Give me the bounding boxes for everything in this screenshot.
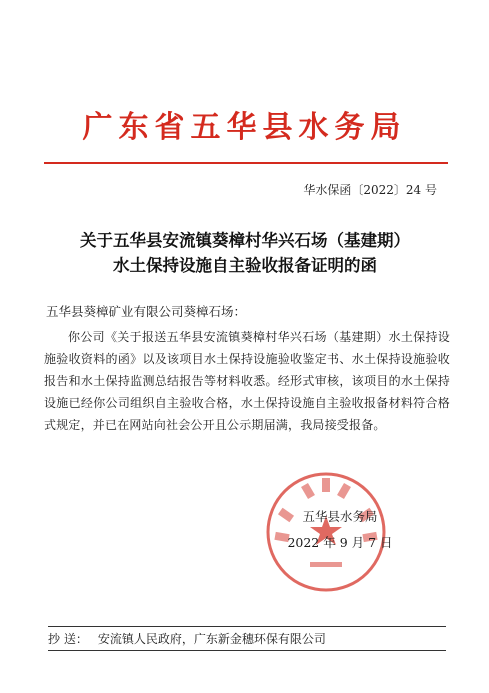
recipient-line: 五华县葵樟矿业有限公司葵樟石场：	[46, 304, 247, 319]
signature-block	[280, 507, 400, 553]
document-title-line-1: 关于五华县安流镇葵樟村华兴石场（基建期）	[80, 231, 410, 250]
cc-bottom-rule	[48, 650, 446, 651]
issuer-name: 五华县水务局	[302, 509, 378, 524]
issuing-authority-header: 广东省五华县水务局	[82, 110, 407, 145]
document-title-line-2: 水土保持设施自主验收报备证明的函	[113, 256, 377, 275]
issue-date: 2022 年 9 月 7 日	[287, 535, 393, 550]
header-red-rule	[44, 162, 448, 164]
cc-top-rule	[48, 626, 446, 627]
cc-label: 抄 送：	[48, 632, 88, 646]
cc-recipients: 安流镇人民政府，广东新金穗环保有限公司	[97, 632, 326, 646]
document-title	[40, 228, 450, 278]
document-number: 华水保函〔2022〕24 号	[303, 183, 437, 197]
body-paragraph: 你公司《关于报送五华县安流镇葵樟村华兴石场（基建期）水土保持设施验收资料的函》以及该项目水土保持设施验收鉴定书、水土保持设施验收报告和水土保持监测总结报告等材料收悉。经形式审核，该项目的水土保持设施已经你公司组织自主验收合格，水土保持设施自主验收报备材料符合格式规定，并已在网站向社会公开且公示期届满，我局接受报备。	[44, 330, 450, 432]
cc-line	[48, 630, 326, 648]
